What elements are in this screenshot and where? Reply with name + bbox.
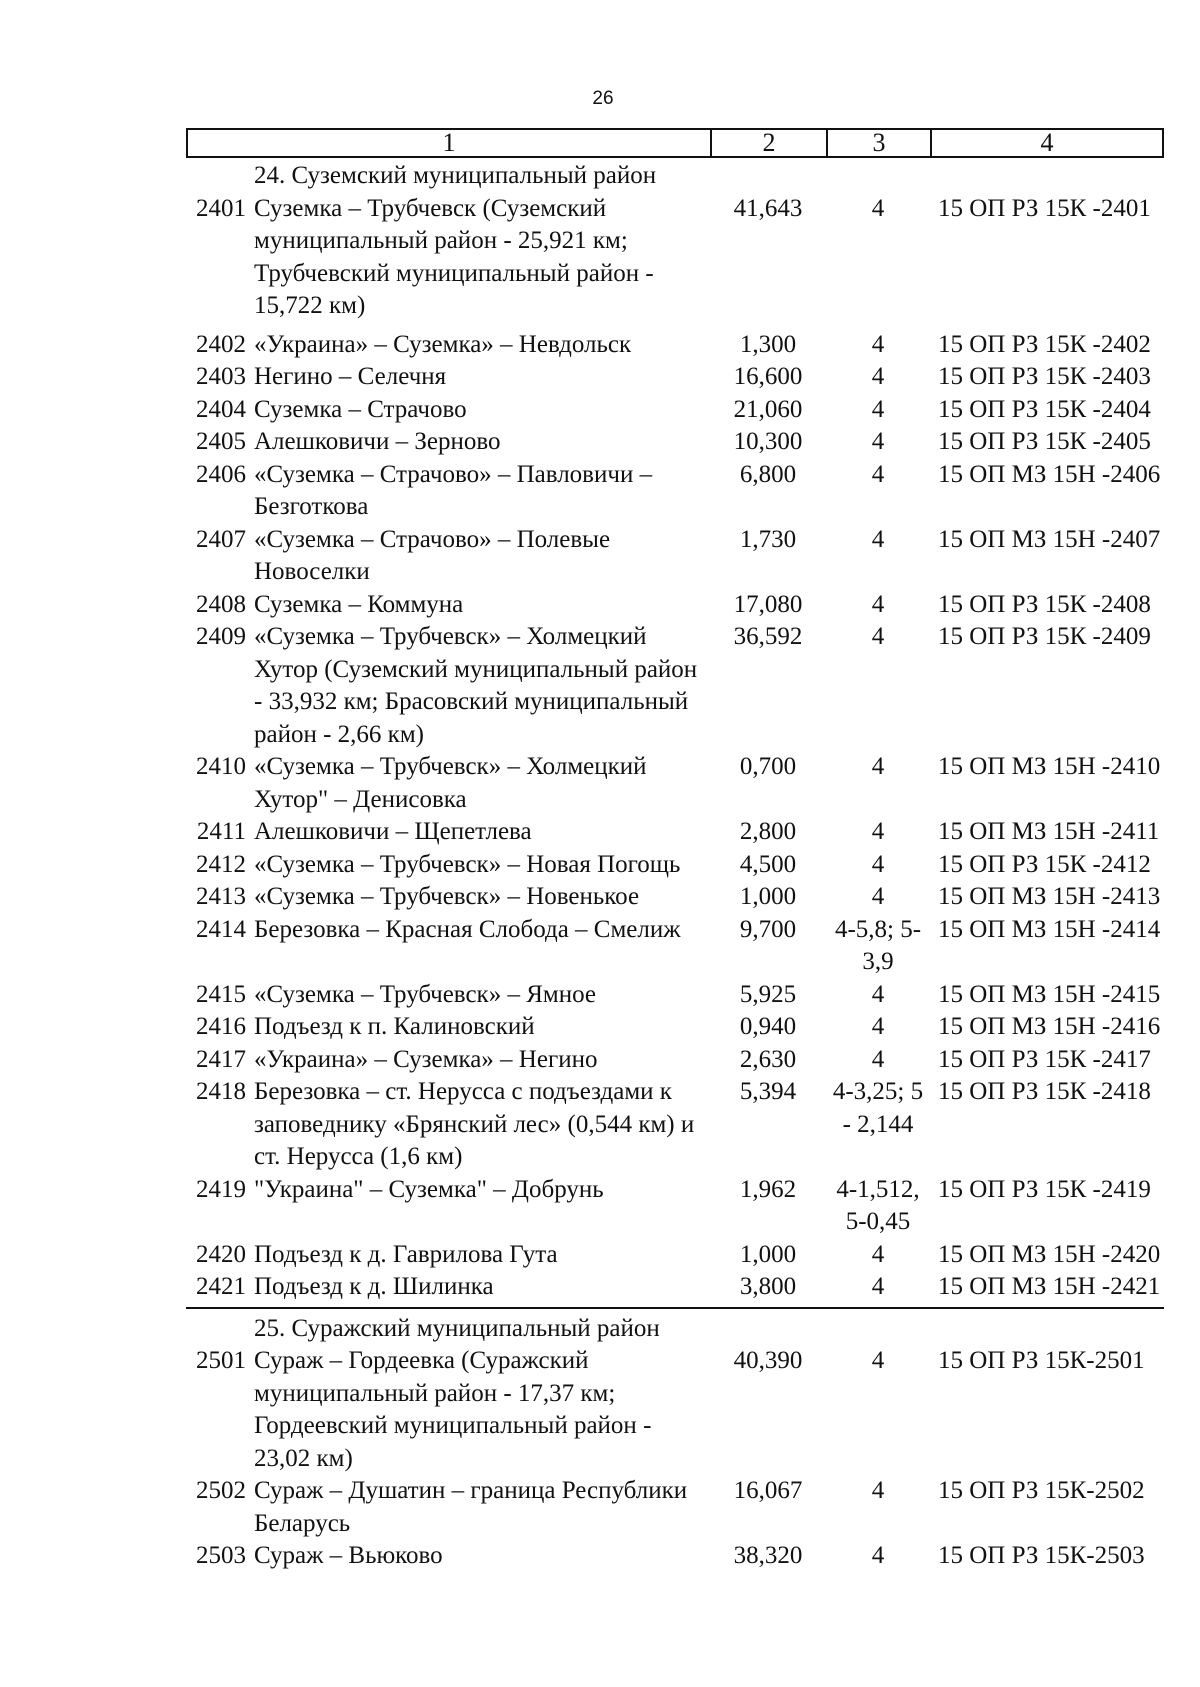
road-name: «Суземка – Страчово» – Полевые Новоселки [254, 525, 611, 585]
road-category: 4-5,8; 5-3,9 [834, 915, 922, 975]
road-length: 0,940 [739, 1013, 797, 1040]
road-name: «Суземка – Трубчевск» – Холмецкий Хутор" – Денисовка [254, 753, 647, 813]
table-row [186, 1345, 1164, 1475]
road-name: Сураж – Вьюково [254, 1542, 443, 1569]
road-id: 15 ОП РЗ 15К-2501 [938, 1347, 1145, 1374]
road-category: 4 [871, 980, 885, 1008]
road-length: 3,800 [739, 1273, 797, 1300]
road-id: 15 ОП РЗ 15К -2412 [938, 850, 1151, 878]
table-row [186, 459, 1164, 524]
road-length: 1,000 [739, 883, 797, 910]
row-number: 2417 [196, 1045, 246, 1073]
row-number: 2501 [196, 1347, 246, 1374]
road-id: 15 ОП МЗ 15Н -2420 [938, 1240, 1161, 1268]
header-col-3: 3 [828, 130, 932, 156]
road-name: Алешковичи – Зерново [254, 428, 501, 455]
table-row [186, 1076, 1164, 1174]
road-category: 4 [871, 1013, 885, 1040]
road-category: 4 [871, 1045, 885, 1073]
row-number: 2413 [196, 883, 246, 910]
row-number: 2415 [196, 980, 246, 1008]
table-row [186, 621, 1164, 751]
road-name: «Суземка – Трубчевск» – Холмецкий Хутор (Суземский муниципальный район - 33,932 км; Брасовский муниципальный район - 2,66 км) [254, 623, 698, 748]
table-row [186, 1044, 1164, 1077]
road-length: 6,800 [739, 460, 797, 488]
row-number: 2410 [196, 753, 246, 780]
road-length: 36,592 [733, 623, 803, 650]
table-row [186, 1271, 1164, 1304]
road-length: 10,300 [733, 428, 803, 455]
road-id: 15 ОП РЗ 15К-2503 [938, 1542, 1145, 1569]
road-name: «Суземка – Трубчевск» – Ямное [254, 980, 596, 1008]
row-number: 2403 [196, 363, 246, 390]
road-name: Подъезд к п. Калиновский [254, 1013, 535, 1040]
row-number: 2408 [196, 590, 246, 618]
road-id: 15 ОП МЗ 15Н -2407 [938, 525, 1161, 553]
table-row [186, 394, 1164, 427]
road-length: 16,067 [733, 1477, 803, 1504]
road-length: 9,700 [739, 915, 797, 943]
road-length: 0,700 [739, 753, 797, 780]
table-row [186, 1011, 1164, 1044]
table-row [186, 329, 1164, 362]
header-col-4: 4 [1040, 128, 1054, 157]
road-id: 15 ОП МЗ 15Н -2415 [938, 980, 1161, 1008]
road-id: 15 ОП МЗ 15Н -2413 [938, 883, 1161, 910]
road-name: Суземка – Коммуна [254, 590, 464, 618]
road-id: 15 ОП РЗ 15К -2403 [938, 363, 1151, 390]
table-row [186, 1239, 1164, 1272]
road-length: 41,643 [733, 194, 803, 222]
table-row [186, 193, 1164, 323]
table-body [186, 160, 1164, 1573]
row-number: 2420 [196, 1240, 246, 1268]
road-category: 4 [871, 460, 885, 488]
road-category: 4 [871, 525, 885, 553]
road-length: 5,925 [739, 980, 797, 1008]
road-category: 4 [871, 395, 885, 423]
road-length: 1,730 [739, 525, 797, 553]
table-row [186, 1540, 1164, 1573]
road-id: 15 ОП МЗ 15Н -2421 [938, 1273, 1161, 1300]
road-length: 1,962 [739, 1175, 797, 1203]
row-number: 2406 [196, 460, 246, 488]
road-category: 4 [871, 1347, 885, 1374]
road-category: 4 [871, 1542, 885, 1569]
row-number: 2402 [196, 330, 246, 358]
road-id: 15 ОП МЗ 15Н -2410 [938, 753, 1161, 780]
row-number: 2412 [196, 850, 246, 878]
road-name: «Украина» – Суземка» – Негино [254, 1045, 598, 1073]
road-id: 15 ОП РЗ 15К -2401 [938, 194, 1151, 222]
road-category: 4 [871, 623, 885, 650]
road-id: 15 ОП РЗ 15К -2409 [938, 623, 1151, 650]
road-id: 15 ОП МЗ 15Н -2406 [938, 460, 1161, 488]
table-row [186, 426, 1164, 459]
row-number: 2414 [196, 915, 246, 943]
road-length: 1,000 [739, 1240, 797, 1268]
road-category: 4-1,512, 5-0,45 [836, 1175, 920, 1235]
table-row [186, 914, 1164, 979]
row-number: 2411 [196, 818, 246, 845]
road-length: 38,320 [733, 1542, 803, 1569]
road-name: Суземка – Трубчевск (Суземский муниципальный район - 25,921 км; Трубчевский муниципальный район - 15,722 км) [254, 194, 654, 319]
road-id: 15 ОП РЗ 15К -2419 [938, 1175, 1151, 1203]
row-number: 2404 [196, 395, 246, 423]
road-name: Березовка – Красная Слобода – Смелиж [254, 915, 681, 943]
road-id: 15 ОП РЗ 15К -2418 [938, 1078, 1151, 1105]
table-row [186, 881, 1164, 914]
row-number: 2502 [196, 1477, 246, 1504]
road-id: 15 ОП РЗ 15К-2502 [938, 1477, 1145, 1504]
table-row [186, 1475, 1164, 1540]
road-name: «Суземка – Трубчевск» – Новая Погощь [254, 850, 681, 878]
road-length: 4,500 [739, 850, 797, 878]
road-length: 16,600 [733, 363, 803, 390]
road-id: 15 ОП МЗ 15Н -2416 [938, 1013, 1161, 1040]
road-length: 40,390 [733, 1347, 803, 1374]
road-name: Сураж – Гордеевка (Суражский муниципальный район - 17,37 км; Гордеевский муниципальный район - 23,02 км) [254, 1347, 652, 1472]
row-number: 2421 [196, 1273, 246, 1300]
road-name: Суземка – Страчово [254, 395, 467, 423]
road-id: 15 ОП РЗ 15К -2405 [938, 428, 1151, 455]
row-number: 2401 [196, 194, 246, 222]
road-category: 4 [871, 1273, 885, 1300]
road-category: 4-3,25; 5 - 2,144 [832, 1078, 924, 1138]
road-name: "Украина" – Суземка" – Добрунь [254, 1175, 604, 1203]
road-id: 15 ОП РЗ 15К -2417 [938, 1045, 1151, 1073]
road-category: 4 [871, 363, 885, 390]
road-id: 15 ОП МЗ 15Н -2414 [938, 915, 1161, 943]
row-number: 2405 [196, 428, 246, 455]
table-row [186, 361, 1164, 394]
road-name: Алешковичи – Щепетлева [254, 818, 532, 845]
table-row [186, 589, 1164, 622]
road-length: 5,394 [739, 1078, 797, 1105]
road-name: Сураж – Душатин – граница Республики Беларусь [254, 1477, 688, 1537]
table-header [186, 128, 1164, 158]
road-length: 1,300 [739, 330, 797, 358]
road-category: 4 [871, 1240, 885, 1268]
table-row [186, 816, 1164, 849]
section-divider [186, 1307, 1164, 1309]
table-row [186, 524, 1164, 589]
road-category: 4 [871, 1477, 885, 1504]
road-length: 21,060 [733, 395, 803, 423]
road-category: 4 [871, 330, 885, 358]
header-col-2: 2 [712, 130, 828, 156]
road-id: 15 ОП РЗ 15К -2408 [938, 590, 1151, 618]
road-category: 4 [871, 428, 885, 455]
table-row [186, 1174, 1164, 1239]
road-id: 15 ОП МЗ 15Н -2411 [938, 818, 1160, 845]
table-row [186, 849, 1164, 882]
road-name: Подъезд к д. Шилинка [254, 1273, 494, 1300]
road-category: 4 [871, 590, 885, 618]
road-name: «Суземка – Трубчевск» – Новенькое [254, 883, 640, 910]
road-category: 4 [871, 850, 885, 878]
table-row [186, 751, 1164, 816]
section-title: 24. Суземский муниципальный район [254, 162, 657, 189]
row-number: 2418 [196, 1078, 246, 1105]
road-length: 2,630 [739, 1045, 797, 1073]
road-category: 4 [871, 194, 885, 222]
section-title: 25. Суражский муниципальный район [254, 1314, 660, 1342]
row-number: 2409 [196, 623, 246, 650]
road-name: «Суземка – Страчово» – Павловичи – Безготкова [254, 460, 653, 520]
row-number: 2419 [196, 1175, 246, 1203]
road-category: 4 [871, 753, 885, 780]
row-number: 2407 [196, 525, 246, 553]
road-category: 4 [871, 818, 885, 845]
row-number: 2416 [196, 1013, 246, 1040]
road-name: «Украина» – Суземка» – Невдольск [254, 330, 632, 358]
page-number: 26 [592, 88, 614, 109]
header-col-1: 1 [188, 130, 712, 156]
row-number: 2503 [196, 1542, 246, 1569]
road-name: Подъезд к д. Гаврилова Гута [254, 1240, 558, 1268]
road-length: 2,800 [739, 818, 797, 845]
table-row [186, 979, 1164, 1012]
road-length: 17,080 [733, 590, 803, 618]
road-category: 4 [871, 883, 885, 910]
road-name: Березовка – ст. Нерусса с подъездами к заповеднику «Брянский лес» (0,544 км) и ст. Нерусса (1,6 км) [254, 1078, 695, 1170]
road-id: 15 ОП РЗ 15К -2402 [938, 330, 1151, 358]
road-name: Негино – Селечня [254, 363, 447, 390]
road-id: 15 ОП РЗ 15К -2404 [938, 395, 1151, 423]
